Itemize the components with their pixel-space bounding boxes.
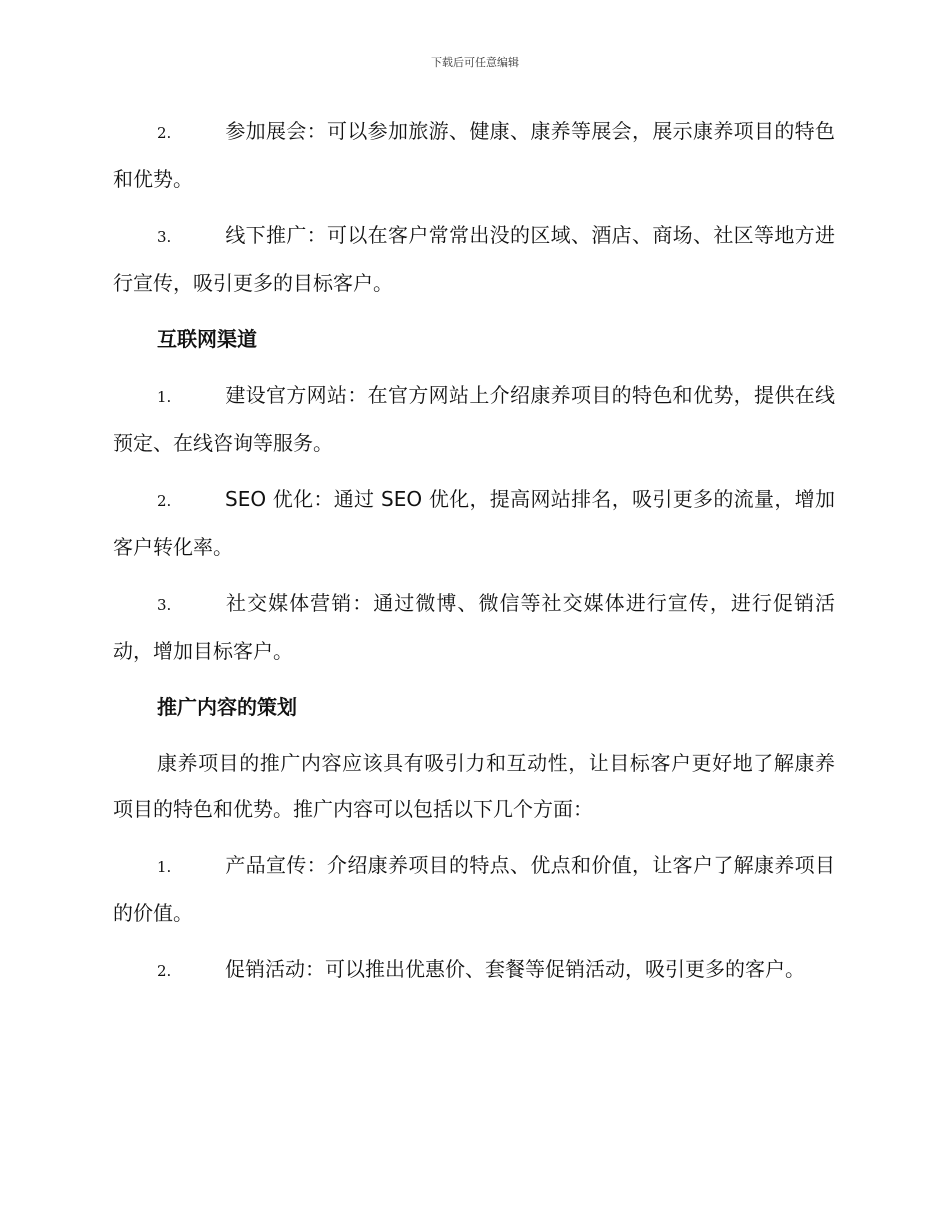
list-item-text: SEO 优化：通过 SEO 优化，提高网站排名，吸引更多的流量，增加客户转化率。 <box>113 487 835 559</box>
list-item-text: 社交媒体营销：通过微博、微信等社交媒体进行宣传，进行促销活动，增加目标客户。 <box>113 591 835 663</box>
section-heading-internet-channels: 互联网渠道 <box>157 327 257 351</box>
list-item-text: 建设官方网站：在官方网站上介绍康养项目的特色和优势，提供在线预定、在线咨询等服务。 <box>113 383 835 455</box>
list-item-number: 3. <box>157 228 172 246</box>
list-item-number: 2. <box>157 962 172 980</box>
list-item <box>113 212 835 306</box>
list-item <box>113 108 835 202</box>
list-item-number: 1. <box>157 858 172 876</box>
body-paragraph: 康养项目的推广内容应该具有吸引力和互动性，让目标客户更好地了解康养项目的特色和优势。推广内容可以包括以下几个方面： <box>113 751 835 821</box>
page-header-note: 下载后可任意编辑 <box>431 56 519 69</box>
list-item-number: 2. <box>157 492 172 510</box>
list-item <box>113 946 835 994</box>
section-heading-content-planning: 推广内容的策划 <box>157 695 297 719</box>
list-item-number: 3. <box>157 596 172 614</box>
list-item-text: 产品宣传：介绍康养项目的特点、优点和价值，让客户了解康养项目的价值。 <box>113 853 835 925</box>
list-item-text: 促销活动：可以推出优惠价、套餐等促销活动，吸引更多的客户。 <box>225 957 805 981</box>
list-item-text: 线下推广：可以在客户常常出没的区域、酒店、商场、社区等地方进行宣传，吸引更多的目标客户。 <box>113 223 835 295</box>
list-item-number: 2. <box>157 124 172 142</box>
list-item <box>113 476 835 570</box>
list-item-number: 1. <box>157 388 172 406</box>
list-item-text: 参加展会：可以参加旅游、健康、康养等展会，展示康养项目的特色和优势。 <box>113 119 835 191</box>
list-item <box>113 372 835 466</box>
list-item <box>113 842 835 936</box>
document-body <box>113 108 835 1004</box>
list-item <box>113 580 835 674</box>
